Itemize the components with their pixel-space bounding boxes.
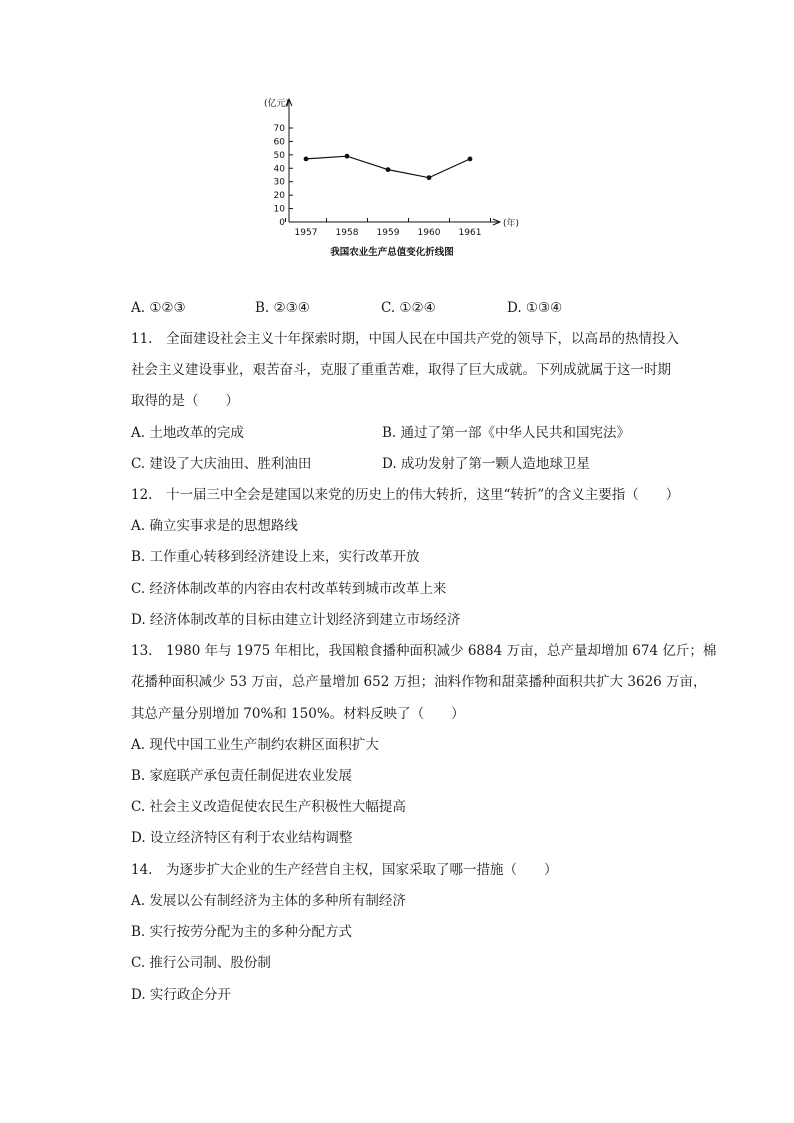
- x-tick-label: 1959: [376, 228, 400, 238]
- q11-stem-line-1: 11. 全面建设社会主义十年探索时期，中国人民在中国共产党的领导下，以高昂的热情投入: [131, 331, 679, 347]
- q13-option-c: C. 社会主义改造促使农民生产积极性大幅提高: [131, 799, 406, 815]
- q14-option-c: C. 推行公司制、股份制: [131, 955, 271, 971]
- line-chart-svg: [250, 92, 540, 267]
- data-point: [427, 175, 432, 180]
- q11-option-b: B. 通过了第一部《中华人民共和国宪法》: [382, 425, 631, 441]
- q13-option-b: B. 家庭联产承包责任制促进农业发展: [131, 768, 353, 784]
- x-tick-label: 1960: [417, 228, 441, 238]
- y-tick-label: 40: [273, 164, 285, 175]
- x-tick-label: 1958: [335, 228, 359, 238]
- q10-option-c: C. ①②④: [381, 300, 436, 316]
- data-point: [304, 156, 309, 161]
- q12-option-a: A. 确立实事求是的思想路线: [131, 518, 298, 534]
- q10-option-a: A. ①②③: [131, 300, 186, 316]
- data-point: [386, 167, 391, 172]
- q12-stem: 12. 十一届三中全会是建国以来党的历史上的伟大转折，这里“转折”的含义主要指（ ）: [131, 487, 680, 503]
- q13-option-d: D. 设立经济特区有利于农业结构调整: [131, 830, 353, 846]
- q10-option-d: D. ①③④: [507, 300, 563, 316]
- q11-stem-line-2: 社会主义建设事业，艰苦奋斗，克服了重重苦难，取得了巨大成就。下列成就属于这一时期: [131, 362, 671, 378]
- q12-option-c: C. 经济体制改革的内容由农村改革转到城市改革上来: [131, 581, 447, 597]
- q13-stem-line-2: 花播种面积减少 53 万亩，总产量增加 652 万担；油料作物和甜菜播种面积共扩大 3626 万亩，: [131, 674, 707, 690]
- y-tick-label: 70: [273, 124, 285, 134]
- q10-options: [131, 298, 671, 318]
- y-tick-label: 50: [273, 150, 285, 161]
- data-point: [468, 156, 473, 161]
- q11-option-c: C. 建设了大庆油田、胜利油田: [131, 456, 312, 472]
- y-tick-label: 20: [273, 191, 285, 202]
- q13-stem-line-3: 其总产量分别增加 70%和 150%。材料反映了（ ）: [131, 706, 465, 722]
- x-tick-label: 1957: [294, 228, 318, 238]
- x-axis-label: (年): [503, 219, 520, 229]
- q12-option-d: D. 经济体制改革的目标由建立计划经济到建立市场经济: [131, 612, 461, 628]
- y-tick-label: 30: [273, 177, 285, 188]
- y-tick-label: 10: [273, 204, 285, 215]
- x-tick-label: 1961: [458, 228, 482, 238]
- q14-option-d: D. 实行政企分开: [131, 987, 231, 1003]
- chart-title: 我国农业生产总值变化折线图: [330, 247, 454, 258]
- q11-option-d: D. 成功发射了第一颗人造地球卫星: [382, 456, 590, 472]
- y-axis-label: (亿元): [264, 99, 290, 109]
- agri-output-chart: [250, 92, 540, 267]
- q13-stem-line-1: 13. 1980 年与 1975 年相比，我国粮食播种面积减少 6884 万亩，总产量却增加 674 亿斤；棉: [131, 643, 717, 659]
- q11-option-a: A. 土地改革的完成: [131, 425, 244, 441]
- q13-option-a: A. 现代中国工业生产制约农耕区面积扩大: [131, 737, 379, 753]
- q14-option-b: B. 实行按劳分配为主的多种分配方式: [131, 924, 353, 940]
- data-point: [345, 154, 350, 159]
- series-line: [306, 156, 470, 177]
- q12-option-b: B. 工作重心转移到经济建设上来，实行改革开放: [131, 549, 420, 565]
- q14-stem: 14. 为逐步扩大企业的生产经营自主权，国家采取了哪一措施（ ）: [131, 862, 558, 878]
- y-tick-label: 60: [273, 137, 285, 148]
- q11-stem-line-3: 取得的是（ ）: [131, 393, 239, 409]
- q14-option-a: A. 发展以公有制经济为主体的多种所有制经济: [131, 893, 406, 909]
- y-tick-label: 0: [279, 218, 285, 228]
- q10-option-b: B. ②③④: [255, 300, 310, 316]
